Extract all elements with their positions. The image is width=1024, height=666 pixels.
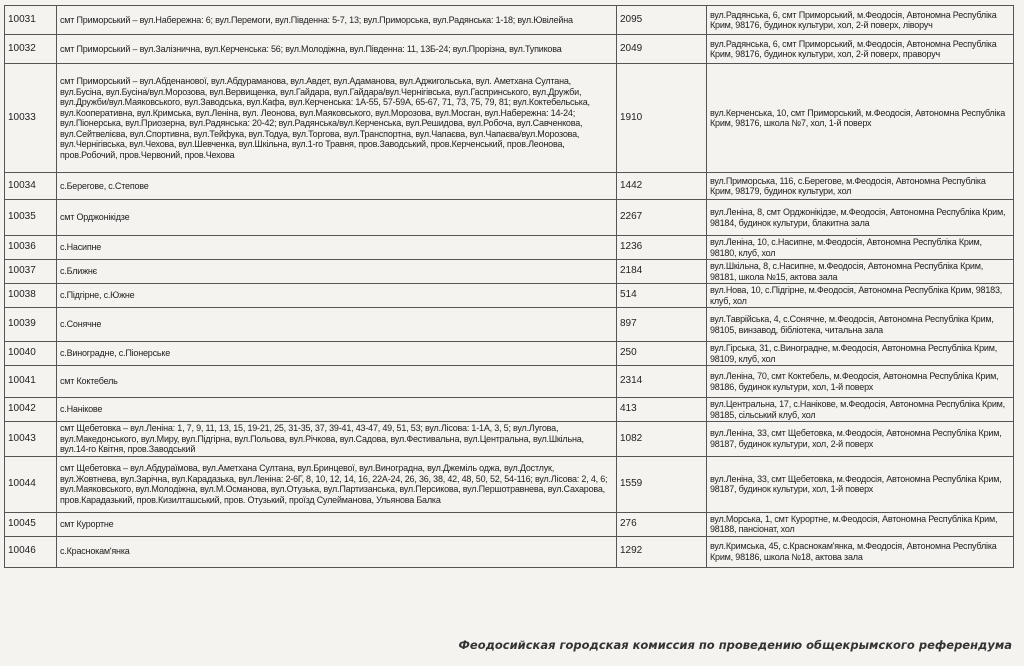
station-number: 10035: [5, 200, 57, 236]
station-area: смт Приморський – вул.Абденанової, вул.Абдураманова, вул.Авдет, вул.Адаманова, вул.Аджигольська, вул. Аметхана Султана, вул.Бусіна, вул.Бусіна/вул.Морозова, вул.Вервищенка, вул.Гайдара, вул.Гайдара/вул.Чернігівська, вул.Гаспринського, вул.Дружби, вул.Дружби/вул.Маяковського, вул.Заводська, вул.Кафа, вул.Керченська: 1А-55, 57-59А, 65-67, 71, 73, 75, 79, 81; вул.Коктебельська, вул.Кооперативна, вул.Кримська, вул.Леніна, вул. Леонова, вул.Маяковського, вул.Морозова, вул.Мосган, вул.Набережна: 14-24; вул.Піонерська, вул.Приозерна, вул.Радянська: 20-42; вул.Радянська/вул.Керченська, вул.Решидова, вул.Робоча, вул.Савченкова, вул.Сейтвелієва, вул.Спортивна, вул.Тейфука, вул.Тодуа, вул.Торгова, вул.Транспортна, вул.Чапаєва, вул.Чапаєва/вул.Морозова, вул.Чернігівська, вул.Чехова, вул.Шевченка, вул.Шкільна, вул.1-го Травня, пров.Заводський, пров.Керченський, пров.Леонова, пров.Робочий, пров.Червоний, пров.Чехова: [57, 64, 617, 173]
table-row: [5, 398, 1014, 422]
station-number: 10043: [5, 422, 57, 457]
station-area: смт Щебетовка – вул.Леніна: 1, 7, 9, 11, 13, 15, 19-21, 25, 31-35, 37, 39-41, 43-47, 49, 51, 53; вул.Лісова: 1-1А, 3, 5; вул.Лугова, вул.Македонського, вул.Миру, вул.Підгірна, вул.Польова, вул.Річкова, вул.Садова, вул.Фестивальна, вул.Центральна, вул.Шкільна, вул.14-го Квітня, пров.Заводський: [57, 422, 617, 457]
station-address: вул.Леніна, 33, смт Щебетовка, м.Феодосія, Автономна Республіка Крим, 98187, будинок культури, хол, 2-й поверх: [707, 422, 1014, 457]
station-number: 10041: [5, 366, 57, 398]
table-row: [5, 284, 1014, 308]
commission-signature: Феодосийская городская комиссия по проведению общекрымского референдума: [458, 638, 1012, 652]
voter-count: 2267: [617, 200, 707, 236]
voter-count: 2184: [617, 260, 707, 284]
voter-count: 2095: [617, 6, 707, 35]
station-address: вул.Керченська, 10, смт Приморський, м.Феодосія, Автономна Республіка Крим, 98176, школа №7, хол, 1-й поверх: [707, 64, 1014, 173]
voter-count: 276: [617, 512, 707, 536]
table-row: [5, 6, 1014, 35]
station-area: смт Курортне: [57, 512, 617, 536]
station-address: вул.Леніна, 10, с.Насипне, м.Феодосія, Автономна Республіка Крим, 98180, клуб, хол: [707, 236, 1014, 260]
voter-count: 2314: [617, 366, 707, 398]
station-area: с.Нанікове: [57, 398, 617, 422]
station-address: вул.Леніна, 70, смт Коктебель, м.Феодосія, Автономна Республіка Крим, 98186, будинок культури, хол, 1-й поверх: [707, 366, 1014, 398]
station-address: вул.Леніна, 33, смт Щебетовка, м.Феодосія, Автономна Республіка Крим, 98187, будинок культури, хол, 1-й поверх: [707, 456, 1014, 512]
table-row: [5, 456, 1014, 512]
table-row: [5, 512, 1014, 536]
station-area: смт Приморський – вул.Набережна: 6; вул.Перемоги, вул.Південна: 5-7, 13; вул.Приморська, вул.Радянська: 1-18; вул.Ювілейна: [57, 6, 617, 35]
station-number: 10036: [5, 236, 57, 260]
voter-count: 1082: [617, 422, 707, 457]
voter-count: 250: [617, 342, 707, 366]
voter-count: 1236: [617, 236, 707, 260]
station-area: с.Виноградне, с.Піонерське: [57, 342, 617, 366]
table-row: [5, 536, 1014, 567]
voter-count: 1442: [617, 173, 707, 200]
table-row: [5, 422, 1014, 457]
voter-count: 1559: [617, 456, 707, 512]
voter-count: 2049: [617, 35, 707, 64]
station-number: 10039: [5, 308, 57, 342]
table-body: [5, 6, 1014, 568]
table-row: [5, 260, 1014, 284]
station-address: вул.Кримська, 45, с.Краснокам'янка, м.Феодосія, Автономна Республіка Крим, 98186, школа №18, актова зала: [707, 536, 1014, 567]
station-number: 10034: [5, 173, 57, 200]
station-number: 10037: [5, 260, 57, 284]
station-area: с.Насипне: [57, 236, 617, 260]
station-area: смт Щебетовка – вул.Абдураїмова, вул.Аметхана Султана, вул.Бринцевої, вул.Виноградна, вул.Джеміль оджа, вул.Достлук, вул.Жовтнева, вул.Зарічна, вул.Карадазька, вул.Леніна: 2-6Г, 8, 10, 12, 14, 16, 22А-24, 26, 36, 38, 42, 48, 50, 52, 54-116; вул.Лісова: 2, 4, 6; вул.Маяковського, вул.Молодіжна, вул.М.Османова, вул.Отузька, вул.Партизанська, вул.Персикова, вул.Першотравнева, вул.Сахарова, пров.Карадазький, пров.Кизилташський, пров. Отузький, проїзд Сулейманова, Ульянова Балка: [57, 456, 617, 512]
station-number: 10038: [5, 284, 57, 308]
station-area: смт Орджонікідзе: [57, 200, 617, 236]
station-area: смт Приморський – вул.Залізнична, вул.Керченська: 56; вул.Молодіжна, вул.Південна: 11, 13Б-24; вул.Прорізна, вул.Тупикова: [57, 35, 617, 64]
station-area: с.Берегове, с.Степове: [57, 173, 617, 200]
table-row: [5, 342, 1014, 366]
table-row: [5, 200, 1014, 236]
table-row: [5, 236, 1014, 260]
table-row: [5, 308, 1014, 342]
table-row: [5, 64, 1014, 173]
polling-stations-table: [4, 5, 1014, 568]
station-address: вул.Гірська, 31, с.Виноградне, м.Феодосія, Автономна Республіка Крим, 98109, клуб, хол: [707, 342, 1014, 366]
station-number: 10032: [5, 35, 57, 64]
voter-count: 413: [617, 398, 707, 422]
station-address: вул.Центральна, 17, с.Нанікове, м.Феодосія, Автономна Республіка Крим, 98185, сільський клуб, хол: [707, 398, 1014, 422]
station-area: с.Сонячне: [57, 308, 617, 342]
voter-count: 897: [617, 308, 707, 342]
station-area: с.Краснокам'янка: [57, 536, 617, 567]
station-address: вул.Морська, 1, смт Курортне, м.Феодосія, Автономна Республіка Крим, 98188, пансіонат, хол: [707, 512, 1014, 536]
station-address: вул.Нова, 10, с.Підгірне, м.Феодосія, Автономна Республіка Крим, 98183, клуб, хол: [707, 284, 1014, 308]
station-address: вул.Леніна, 8, смт Орджонікідзе, м.Феодосія, Автономна Республіка Крим, 98184, будинок культури, блакитна зала: [707, 200, 1014, 236]
station-number: 10033: [5, 64, 57, 173]
station-number: 10031: [5, 6, 57, 35]
table-row: [5, 173, 1014, 200]
voter-count: 1292: [617, 536, 707, 567]
station-address: вул.Шкільна, 8, с.Насипне, м.Феодосія, Автономна Республіка Крим, 98181, школа №15, актова зала: [707, 260, 1014, 284]
station-area: с.Ближнє: [57, 260, 617, 284]
station-number: 10046: [5, 536, 57, 567]
station-address: вул.Радянська, 6, смт Приморський, м.Феодосія, Автономна Республіка Крим, 98176, будинок культури, хол, 2-й поверх, ліворуч: [707, 6, 1014, 35]
table-row: [5, 366, 1014, 398]
station-address: вул.Радянська, 6, смт Приморський, м.Феодосія, Автономна Республіка Крим, 98176, будинок культури, хол, 2-й поверх, праворуч: [707, 35, 1014, 64]
table-row: [5, 35, 1014, 64]
station-address: вул.Таврійська, 4, с.Сонячне, м.Феодосія, Автономна Республіка Крим, 98105, винзавод, бібліотека, читальна зала: [707, 308, 1014, 342]
voter-count: 514: [617, 284, 707, 308]
station-area: с.Підгірне, с.Южне: [57, 284, 617, 308]
station-area: смт Коктебель: [57, 366, 617, 398]
station-number: 10040: [5, 342, 57, 366]
station-address: вул.Приморська, 116, с.Берегове, м.Феодосія, Автономна Республіка Крим, 98179, будинок культури, хол: [707, 173, 1014, 200]
station-number: 10045: [5, 512, 57, 536]
voter-count: 1910: [617, 64, 707, 173]
station-number: 10044: [5, 456, 57, 512]
station-number: 10042: [5, 398, 57, 422]
